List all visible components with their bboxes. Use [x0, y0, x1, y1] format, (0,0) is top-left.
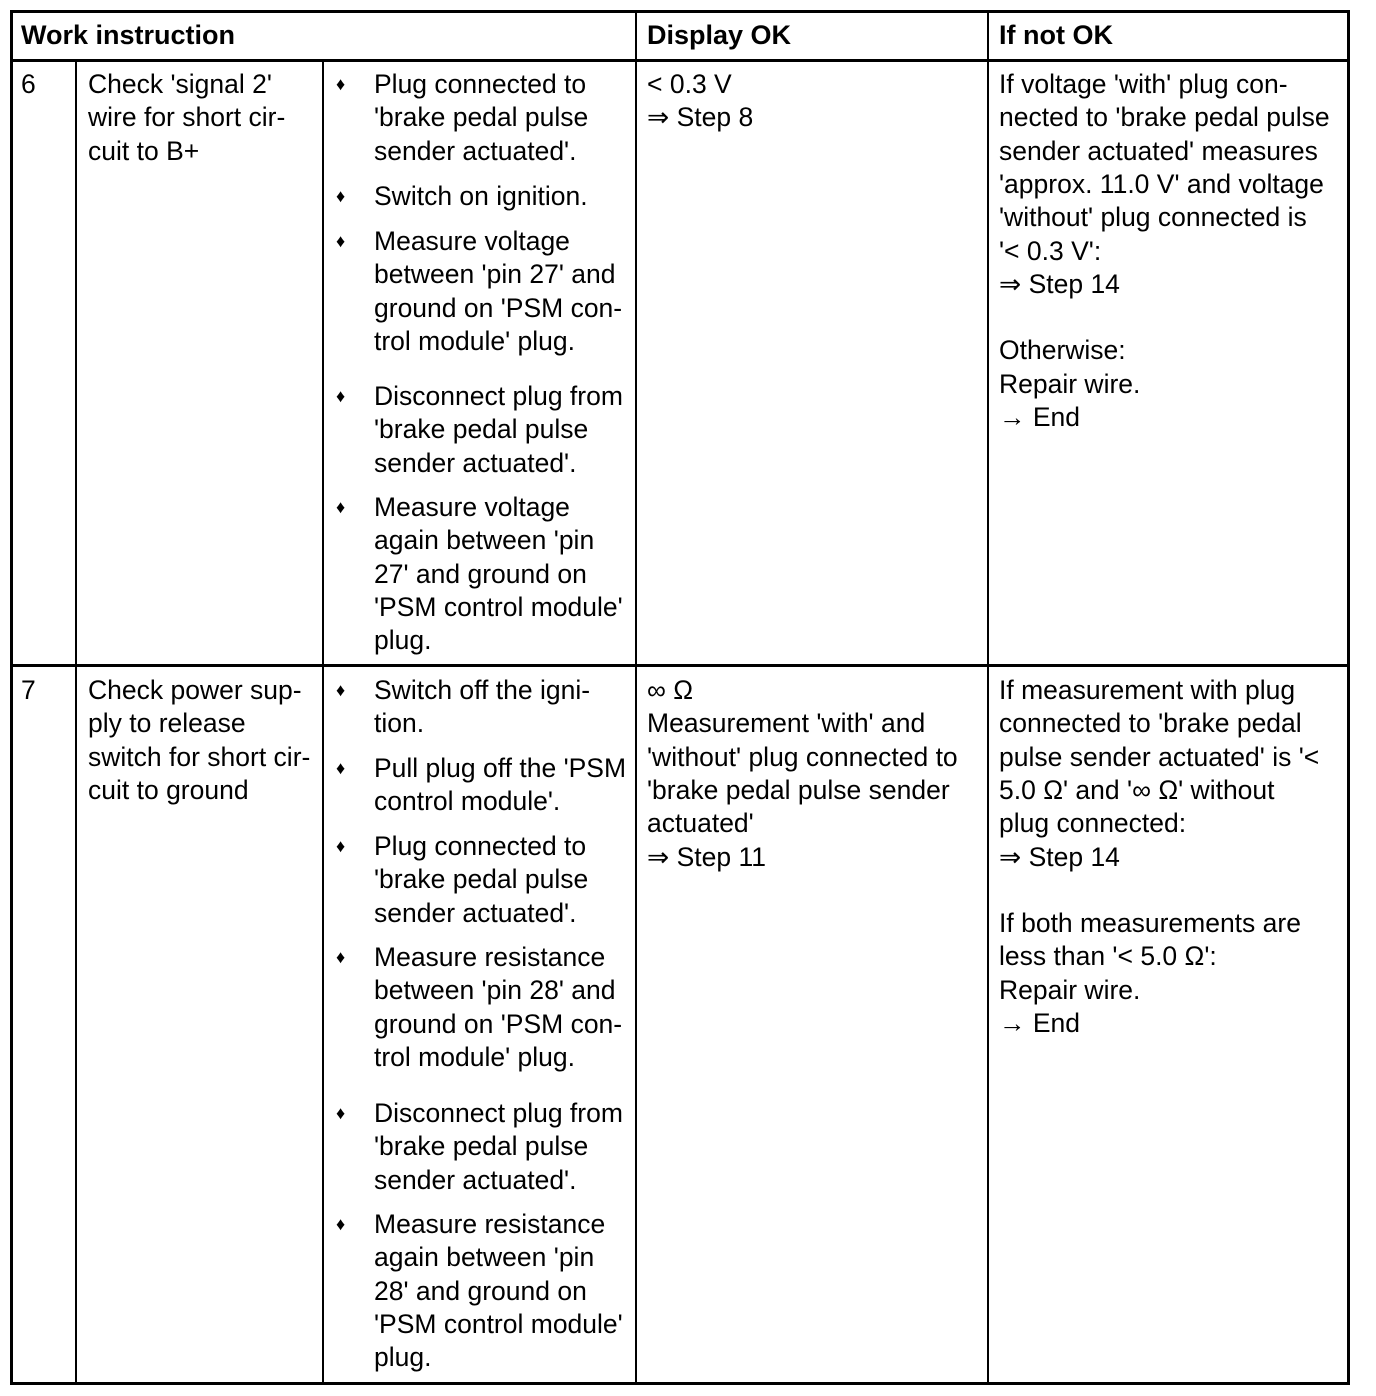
bullet-icon: ♦ — [336, 947, 346, 967]
instruction-line: control module'. — [374, 786, 561, 817]
instruction-line: plug. — [374, 625, 432, 656]
instruction-line: trol module' plug. — [374, 325, 575, 356]
instruction-line: Measure voltage — [374, 226, 570, 256]
display-ok-line: 'without' plug connected to — [647, 741, 958, 772]
bullet-icon: ♦ — [336, 1214, 346, 1234]
instruction-line: 'brake pedal pulse — [374, 864, 589, 895]
step-number: 7 — [21, 675, 36, 705]
bullet-icon: ♦ — [336, 231, 346, 251]
instruction-line: 'brake pedal pulse — [374, 1131, 589, 1162]
instruction-line: again between 'pin — [374, 525, 595, 556]
display-ok-line: 'brake pedal pulse sender — [647, 774, 950, 805]
if-not-ok-line: nected to 'brake pedal pulse — [999, 102, 1330, 133]
bullet-icon: ♦ — [336, 497, 346, 517]
if-not-ok-line: Repair wire. — [999, 974, 1141, 1005]
if-not-ok-line: If voltage 'with' plug con- — [999, 69, 1288, 99]
instruction-line: tion. — [374, 708, 425, 739]
if-not-ok-line: '< 0.3 V': — [999, 235, 1102, 266]
if-not-ok-line: If measurement with plug — [999, 675, 1296, 705]
instruction-line: 'PSM control module' — [374, 591, 623, 622]
instruction-line: between 'pin 28' and — [374, 975, 616, 1006]
header-work-instruction: Work instruction — [21, 20, 236, 50]
if-not-ok-line: If both measurements are — [999, 908, 1301, 939]
if-not-ok-line: Repair wire. — [999, 368, 1141, 399]
instruction-line: Measure resistance — [374, 942, 606, 972]
instruction-line: sender actuated'. — [374, 135, 577, 166]
task-description-line: Check power sup- — [88, 675, 302, 705]
instruction-line: Measure voltage — [374, 492, 570, 522]
if-not-ok-line: 'without' plug connected is — [999, 202, 1307, 233]
column-divider-notok — [987, 10, 989, 1385]
bullet-icon: ♦ — [336, 836, 346, 856]
column-divider-display — [635, 10, 637, 1385]
instruction-line: Disconnect plug from — [374, 1098, 623, 1128]
task-description-line: ply to release — [88, 708, 246, 739]
display-ok-line: < 0.3 V — [647, 69, 732, 99]
if-not-ok-line: Otherwise: — [999, 335, 1126, 366]
bullet-icon: ♦ — [336, 74, 346, 94]
instruction-line: Switch on ignition. — [374, 181, 588, 211]
header-if-not-ok: If not OK — [999, 20, 1113, 50]
instruction-line: sender actuated'. — [374, 447, 577, 478]
if-not-ok-line: ⇒ Step 14 — [999, 268, 1120, 299]
table-border-left — [10, 10, 13, 1385]
instruction-line: again between 'pin — [374, 1242, 595, 1273]
if-not-ok-line: sender actuated' measures — [999, 135, 1318, 166]
instruction-line: Plug connected to — [374, 69, 587, 99]
instruction-line: Switch off the igni- — [374, 675, 591, 705]
instruction-line: ground on 'PSM con- — [374, 1008, 623, 1039]
row-divider — [10, 664, 1350, 667]
task-description-line: switch for short cir- — [88, 741, 311, 772]
table-border-top — [10, 10, 1350, 13]
if-not-ok-line: less than '< 5.0 Ω': — [999, 941, 1217, 972]
instruction-line: sender actuated'. — [374, 1164, 577, 1195]
if-not-ok-line: connected to 'brake pedal — [999, 708, 1302, 739]
instruction-line: 'brake pedal pulse — [374, 102, 589, 133]
if-not-ok-line: pulse sender actuated' is '< — [999, 741, 1320, 772]
display-ok-line: ⇒ Step 8 — [647, 102, 754, 133]
header-display-ok: Display OK — [647, 20, 792, 50]
instruction-line: Disconnect plug from — [374, 381, 623, 411]
if-not-ok-line: → End — [999, 1008, 1081, 1038]
table-border-bottom — [10, 1382, 1350, 1385]
instruction-line: Pull plug off the 'PSM — [374, 753, 627, 783]
bullet-icon: ♦ — [336, 1103, 346, 1123]
instruction-line: trol module' plug. — [374, 1041, 575, 1072]
display-ok-line: ∞ Ω — [647, 675, 694, 705]
instruction-line: sender actuated'. — [374, 897, 577, 928]
task-description-line: wire for short cir- — [88, 102, 286, 133]
instruction-line: ground on 'PSM con- — [374, 292, 623, 323]
bullet-icon: ♦ — [336, 386, 346, 406]
instruction-line: 'brake pedal pulse — [374, 414, 589, 445]
bullet-icon: ♦ — [336, 758, 346, 778]
column-divider-step — [75, 59, 77, 1385]
if-not-ok-line: ⇒ Step 14 — [999, 841, 1120, 872]
step-number: 6 — [21, 69, 36, 99]
if-not-ok-line: → End — [999, 402, 1081, 432]
display-ok-line: Measurement 'with' and — [647, 708, 926, 739]
bullet-icon: ♦ — [336, 680, 346, 700]
task-description-line: Check 'signal 2' — [88, 69, 272, 99]
task-description-line: cuit to B+ — [88, 135, 200, 166]
display-ok-line: ⇒ Step 11 — [647, 841, 766, 872]
if-not-ok-line: plug connected: — [999, 808, 1187, 839]
if-not-ok-line: 'approx. 11.0 V' and voltage — [999, 168, 1324, 199]
instruction-line: Measure resistance — [374, 1209, 606, 1239]
instruction-line: 'PSM control module' — [374, 1308, 623, 1339]
display-ok-line: actuated' — [647, 808, 754, 839]
if-not-ok-line: 5.0 Ω' and '∞ Ω' without — [999, 774, 1275, 805]
instruction-line: Plug connected to — [374, 831, 587, 861]
instruction-line: between 'pin 27' and — [374, 259, 616, 290]
header-divider — [10, 59, 1350, 62]
instruction-line: 28' and ground on — [374, 1275, 587, 1306]
table-border-right — [1347, 10, 1350, 1385]
column-divider-task — [322, 59, 324, 1385]
instruction-line: plug. — [374, 1342, 432, 1373]
instruction-line: 27' and ground on — [374, 558, 587, 589]
task-description-line: cuit to ground — [88, 774, 249, 805]
bullet-icon: ♦ — [336, 186, 346, 206]
